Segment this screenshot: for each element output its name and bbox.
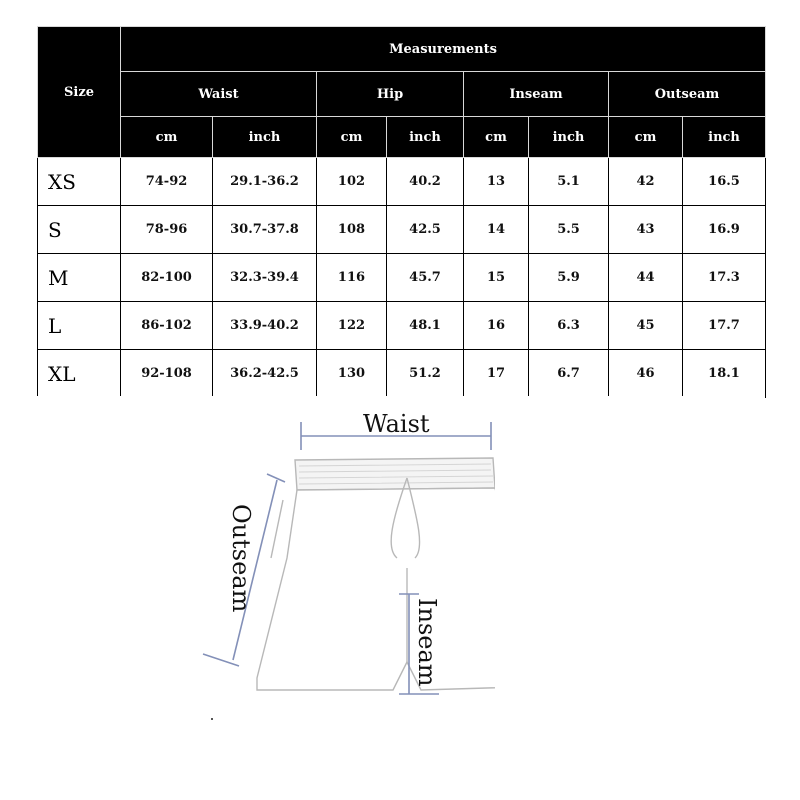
table-cell: 5.5 — [529, 206, 609, 254]
outseam-label: Outseam — [227, 504, 255, 613]
table-cell: 42 — [609, 158, 683, 206]
table-cell: 6.3 — [529, 302, 609, 350]
table-cell: 16 — [464, 302, 529, 350]
table-cell: 108 — [317, 206, 387, 254]
table-cell: 48.1 — [387, 302, 464, 350]
shorts-outline — [257, 458, 495, 690]
group-header-outseam: Outseam — [609, 72, 766, 117]
table-cell: 5.9 — [529, 254, 609, 302]
table-cell: 6.7 — [529, 350, 609, 398]
table-cell: 122 — [317, 302, 387, 350]
table-cell: 13 — [464, 158, 529, 206]
size-label: XS — [38, 158, 121, 206]
inseam-label: Inseam — [413, 598, 441, 687]
unit-header: inch — [529, 117, 609, 158]
table-cell: 17.7 — [683, 302, 766, 350]
table-cell: 14 — [464, 206, 529, 254]
group-header-inseam: Inseam — [464, 72, 609, 117]
unit-header: inch — [683, 117, 766, 158]
table-cell: 17.3 — [683, 254, 766, 302]
table-cell: 78-96 — [121, 206, 213, 254]
table-cell: 40.2 — [387, 158, 464, 206]
size-label: S — [38, 206, 121, 254]
table-cell: 45 — [609, 302, 683, 350]
table-cell: 45.7 — [387, 254, 464, 302]
table-cell: 51.2 — [387, 350, 464, 398]
unit-header: cm — [609, 117, 683, 158]
table-cell: 16.5 — [683, 158, 766, 206]
table-cell: 46 — [609, 350, 683, 398]
table-cell: 17 — [464, 350, 529, 398]
table-cell: 18.1 — [683, 350, 766, 398]
table-cell: 130 — [317, 350, 387, 398]
table-cell: 16.9 — [683, 206, 766, 254]
table-cell: 15 — [464, 254, 529, 302]
table-cell: 36.2-42.5 — [213, 350, 317, 398]
waist-label: Waist — [363, 410, 430, 438]
table-cell: 86-102 — [121, 302, 213, 350]
table-cell: 42.5 — [387, 206, 464, 254]
table-crop-edge — [37, 396, 765, 404]
shorts-diagram — [195, 408, 495, 728]
table-row — [38, 254, 766, 302]
size-label: M — [38, 254, 121, 302]
table-row — [38, 350, 766, 398]
size-chart — [37, 26, 765, 398]
table-cell: 29.1-36.2 — [213, 158, 317, 206]
table-cell: 92-108 — [121, 350, 213, 398]
size-label: XL — [38, 350, 121, 398]
measurements-header: Measurements — [121, 27, 766, 72]
group-header-hip: Hip — [317, 72, 464, 117]
unit-header: cm — [464, 117, 529, 158]
table-cell: 30.7-37.8 — [213, 206, 317, 254]
unit-header: inch — [387, 117, 464, 158]
group-header-waist: Waist — [121, 72, 317, 117]
table-cell: 102 — [317, 158, 387, 206]
size-label: L — [38, 302, 121, 350]
size-header: Size — [38, 27, 121, 158]
unit-header: cm — [121, 117, 213, 158]
table-row — [38, 206, 766, 254]
table-cell: 74-92 — [121, 158, 213, 206]
shorts-illustration — [195, 408, 495, 728]
table-cell: 43 — [609, 206, 683, 254]
size-table — [37, 26, 766, 398]
table-cell: 116 — [317, 254, 387, 302]
table-row — [38, 158, 766, 206]
table-cell: 32.3-39.4 — [213, 254, 317, 302]
unit-header: inch — [213, 117, 317, 158]
table-cell: 44 — [609, 254, 683, 302]
table-cell: 5.1 — [529, 158, 609, 206]
stray-dot — [211, 718, 213, 720]
table-cell: 33.9-40.2 — [213, 302, 317, 350]
table-row — [38, 302, 766, 350]
unit-header: cm — [317, 117, 387, 158]
table-cell: 82-100 — [121, 254, 213, 302]
